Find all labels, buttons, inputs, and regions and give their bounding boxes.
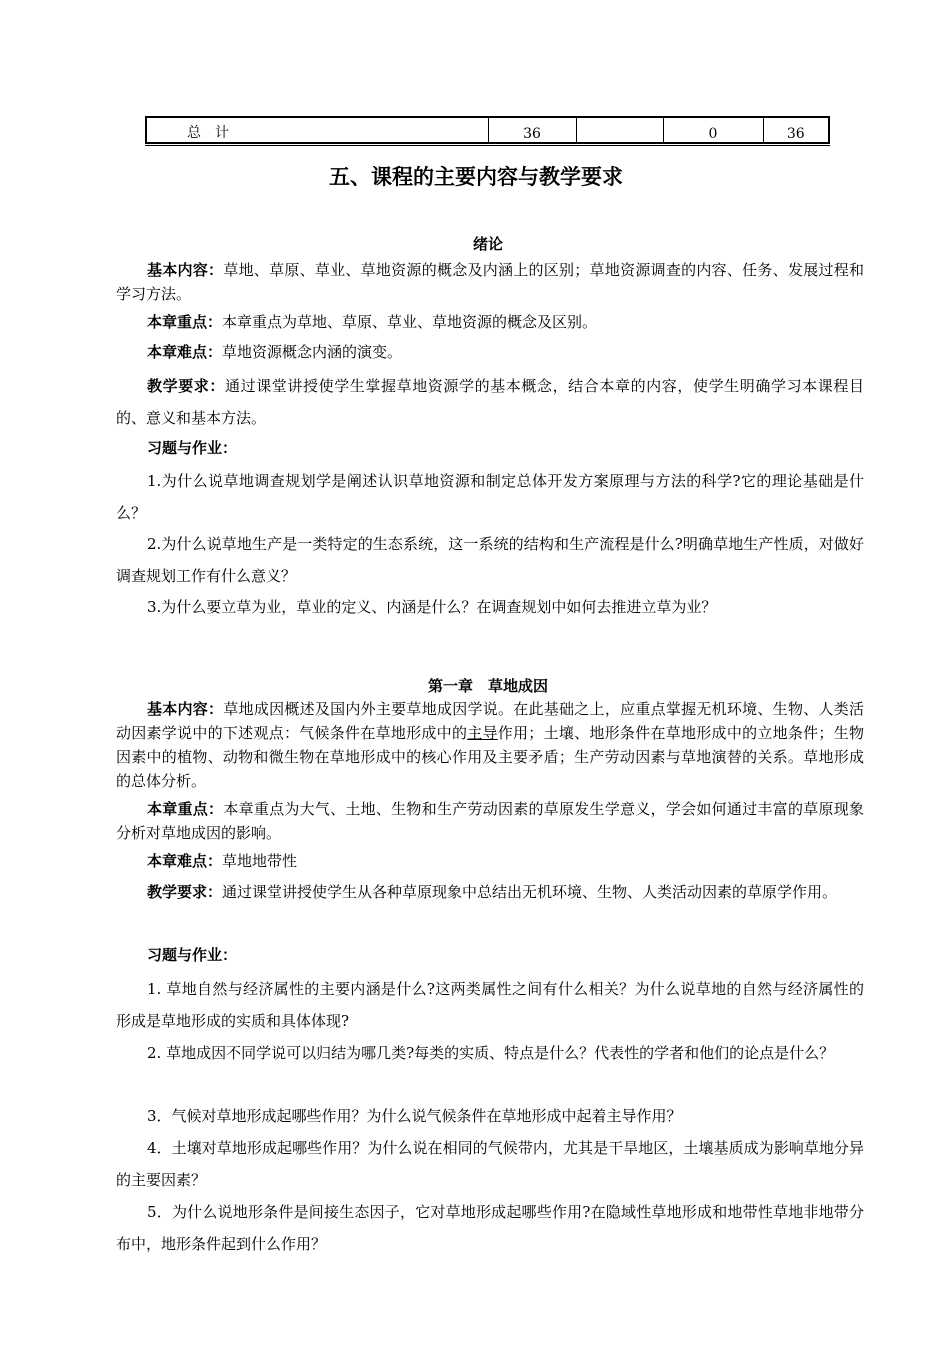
chapter1-requirement-text: 通过课堂讲授使学生从各种草原现象中总结出无机环境、生物、人类活动因素的草原学作用。 [222,883,838,901]
chapter1-exercise-label-text: 习题与作业： [147,946,238,964]
intro-requirement [116,370,864,434]
chapter1-exercise-1: 1. 草地自然与经济属性的主要内涵是什么?这两类属性之间有什么相关？为什么说草地的自然与经济属性的形成是草地形成的实质和具体体现? [116,980,864,1030]
intro-key-text: 本章重点为草地、草原、草业、草地资源的概念及区别。 [222,313,598,331]
intro-requirement-text: 通过课堂讲授使学生掌握草地资源学的基本概念，结合本章的内容，使学生明确学习本课程目的、意义和基本方法。 [116,377,864,427]
intro-difficulty-text: 草地资源概念内涵的演变。 [222,343,403,361]
intro-difficulty-label: 本章难点： [147,343,223,361]
table-cell: 36 [763,117,829,142]
intro-requirement-label: 教学要求： [147,377,225,395]
chapter1-difficulty-label: 本章难点： [147,852,223,870]
intro-heading: 绪论 [472,235,503,253]
chapter1-basic-content [116,697,864,793]
chapter1-basic-text-underlined: 主导 [467,724,498,742]
chapter1-difficulty [116,849,864,873]
chapter1-exercise-label [116,940,864,970]
intro-exercise-label-text: 习题与作业： [147,439,238,457]
table-cell [576,117,663,142]
chapter1-exercise-4: 4．土壤对草地形成起哪些作用？为什么说在相同的气候带内，尤其是干旱地区，土壤基质成为影响草地分异的主要因素？ [116,1139,864,1189]
chapter1-exercise-2: 2. 草地成因不同学说可以归结为哪几类?每类的实质、特点是什么？代表性的学者和他们的论点是什么？ [147,1044,835,1062]
chapter1-key-text: 本章重点为大气、土地、生物和生产劳动因素的草原发生学意义，学会如何通过丰富的草原现象分析对草地成因的影响。 [116,800,864,842]
chapter1-requirement [116,876,864,908]
intro-key-points [116,310,864,334]
table-cell: 0 [663,117,763,142]
intro-basic-content [116,258,864,306]
total-label-cell: 总 计 [146,117,488,142]
chapter1-basic-text-b: 作用；土壤、地形条件在草地形成中的立地条件；生物因素中的植物、动物和微生物在草地形成中的核心作用及主要矛盾；生产劳动因素与草地演替的关系。草地形成的总体分析。 [116,724,864,790]
intro-basic-label: 基本内容： [147,261,224,279]
intro-exercise-3: 3.为什么要立草为业，草业的定义、内涵是什么？在调查规划中如何去推进立草为业？ [147,598,717,616]
chapter1-exercise-3: 3．气候对草地形成起哪些作用？为什么说气候条件在草地形成中起着主导作用？ [147,1107,682,1125]
table-row [146,117,829,142]
intro-exercise-2: 2.为什么说草地生产是一类特定的生态系统，这一系统的结构和生产流程是什么?明确草地生产性质，对做好调查规划工作有什么意义？ [116,535,864,585]
intro-basic-text: 草地、草原、草业、草地资源的概念及内涵上的区别；草地资源调查的内容、任务、发展过程和学习方法。 [116,261,864,303]
section-title: 五、课程的主要内容与教学要求 [329,164,623,189]
table-cell: 36 [488,117,576,142]
table-bottom-rule [145,145,830,146]
chapter1-heading: 第一章 草地成因 [427,677,548,695]
intro-difficulty [116,340,864,364]
chapter1-difficulty-text: 草地地带性 [222,852,298,870]
intro-key-label: 本章重点： [147,313,223,331]
chapter1-exercise-5: 5．为什么说地形条件是间接生态因子，它对草地形成起哪些作用?在隐域性草地形成和地带性草地非地带分布中，地形条件起到什么作用？ [116,1203,864,1253]
intro-exercise-1: 1.为什么说草地调查规划学是阐述认识草地资源和制定总体开发方案原理与方法的科学?它的理论基础是什么？ [116,472,864,522]
chapter1-basic-label: 基本内容： [147,700,224,718]
chapter1-basic-text-a: 草地成因概述及国内外主要草地成因学说。在此基础之上，应重点掌握无机环境、生物、人类活动因素学说中的下述观点：气候条件在草地形成中的 [116,700,864,742]
chapter1-requirement-label: 教学要求： [147,883,223,901]
chapter1-key-label: 本章重点： [147,800,224,818]
intro-exercise-label [116,433,864,463]
total-table [145,116,830,144]
chapter1-key-points [116,797,864,845]
